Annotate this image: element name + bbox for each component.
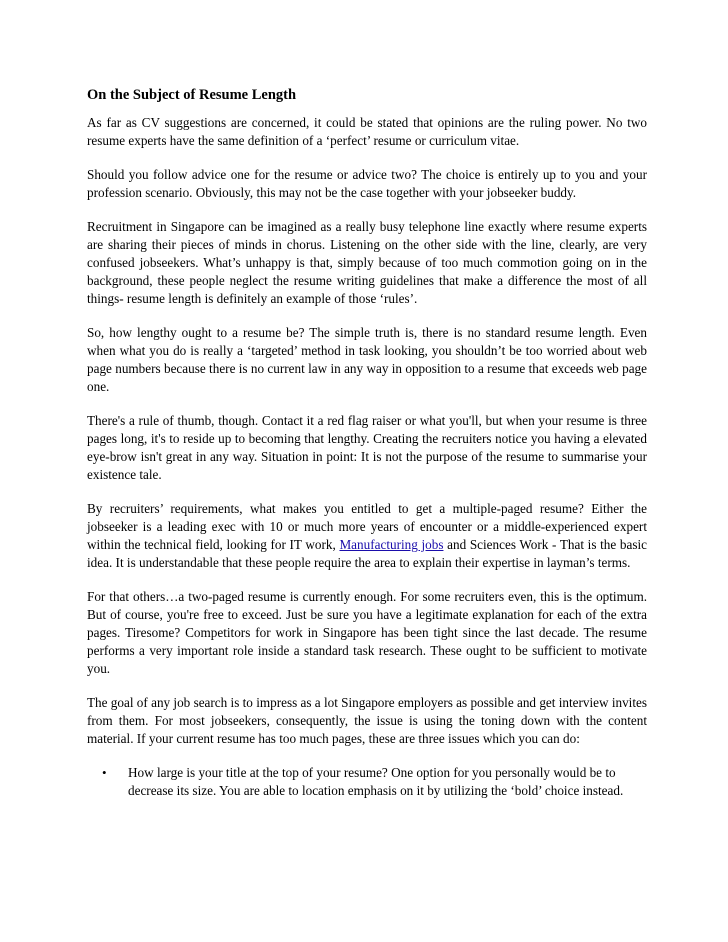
paragraph-6-text-after: and Sciences Work - That is the basic idea. It is understandable that these people require the area to explain their expertise in layman’s terms. [87,537,647,570]
paragraph-6 [87,500,647,572]
paragraph-6-text-before: By recruiters’ requirements, what makes you entitled to get a multiple-paged resume? Either the jobseeker is a leading exec with 10 or much more years of encounter or a middle-experienced expert within the technical field, looking for IT work, [87,501,647,552]
manufacturing-jobs-link[interactable]: Manufacturing jobs [339,537,444,552]
paragraph-5: There's a rule of thumb, though. Contact it a red flag raiser or what you'll, but when your resume is three pages long, it's to reside up to becoming that lengthy. Creating the recruiters notice you having a elevated eye-brow isn't great in any way. Situation in point: It is not the purpose of the resume to summarise your existence tale. [87,413,647,482]
bullet-dot-icon: • [102,765,107,780]
document-title: On the Subject of Resume Length [87,87,297,103]
paragraph-3: Recruitment in Singapore can be imagined as a really busy telephone line exactly where resume experts are sharing their pieces of minds in chorus. Listening on the other side with the line, clearly, are very confused jobseekers. What’s unhappy is that, simply because of too much commotion going on in the background, these people neglect the resume writing guidelines that make a difference the most of all things- resume length is definitely an example of those ‘rules’. [87,219,647,306]
paragraph-1: As far as CV suggestions are concerned, it could be stated that opinions are the ruling power. No two resume experts have the same definition of a ‘perfect’ resume or curriculum vitae. [87,115,647,148]
bullet-list [87,764,647,800]
paragraph-4: So, how lengthy ought to a resume be? The simple truth is, there is no standard resume length. Even when what you do is really a ‘targeted’ method in task looking, you shouldn’t be too worried about web page numbers because there is no current law in any way in opposition to a resume that exceeds web page one. [87,325,647,394]
document-page [87,86,647,800]
paragraph-7: For that others…a two-paged resume is currently enough. For some recruiters even, this is the optimum. But of course, you're free to exceed. Just be sure you have a legitimate explanation for each of the extra pages. Tiresome? Competitors for work in Singapore has been tight since the last decade. The resume performs a very important role inside a standard task research. These ought to be sufficient to motivate you. [87,589,647,676]
list-item-text: How large is your title at the top of your resume? One option for you personally would be to decrease its size. You are able to location emphasis on it by utilizing the ‘bold’ choice instead. [128,765,624,798]
paragraph-8: The goal of any job search is to impress as a lot Singapore employers as possible and get interview invites from them. For most jobseekers, consequently, the issue is using the toning down with the content material. If your current resume has too much pages, these are three issues which you can do: [87,695,647,746]
paragraph-2: Should you follow advice one for the resume or advice two? The choice is entirely up to you and your profession scenario. Obviously, this may not be the case together with your jobseeker buddy. [87,167,647,200]
list-item [87,764,647,800]
